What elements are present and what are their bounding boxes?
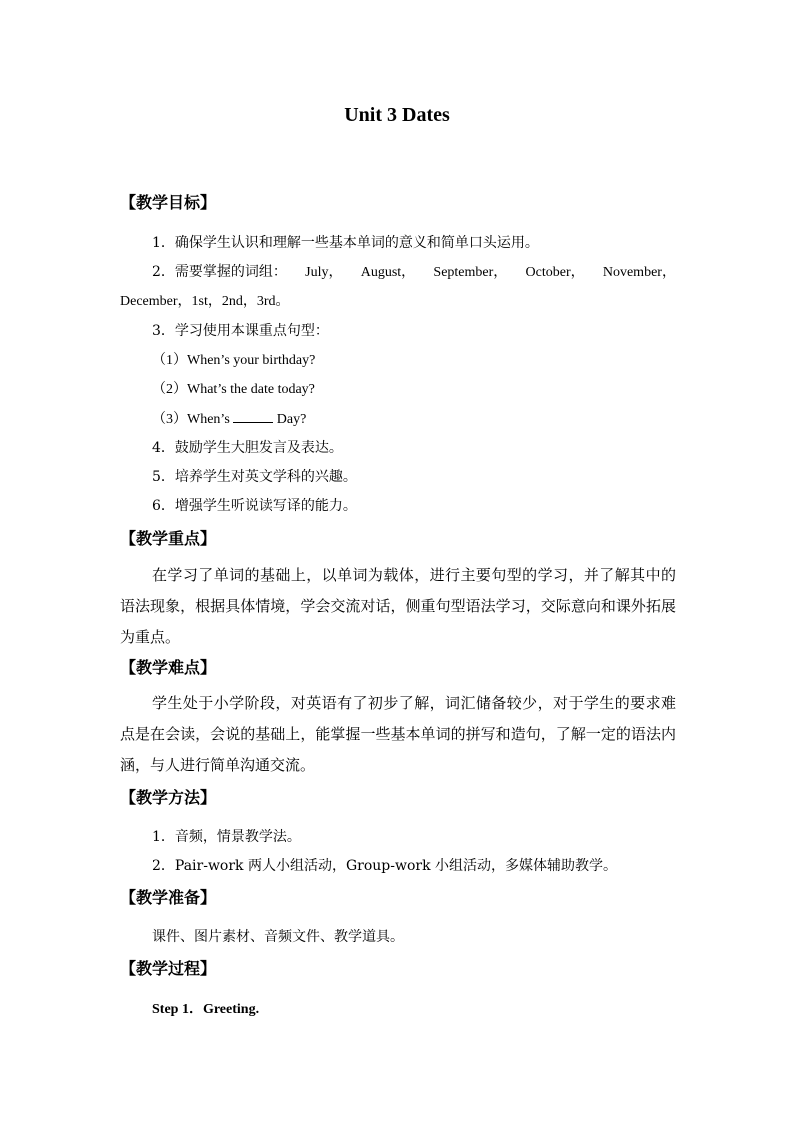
objective-item-2-cont: December，1st，2nd，3rd。 <box>120 294 290 309</box>
word-july: July， <box>305 265 343 280</box>
heading-methods: 【教学方法】 <box>120 788 217 807</box>
objective-item-5: 5．培养学生对英文学科的兴趣。 <box>152 469 357 485</box>
word-november: November， <box>602 265 676 280</box>
word-october: October， <box>525 265 585 280</box>
objective-item-3: 3．学习使用本课重点句型： <box>152 323 329 339</box>
heading-preparation: 【教学准备】 <box>120 888 217 907</box>
objective-item-4: 4．鼓励学生大胆发言及表达。 <box>152 440 343 456</box>
sentence-3-prefix: （3）When’s <box>152 412 230 427</box>
method-item-1: 1．音频，情景教学法。 <box>152 829 301 845</box>
objective-item-2 <box>152 261 676 281</box>
sentence-2: （2）What’s the date today? <box>152 382 315 397</box>
key-points-text: 在学习了单词的基础上，以单词为载体，进行主要句型的学习，并了解其中的语法现象，根据具体情境，学会交流对话，侧重句型语法学习，交际意向和课外拓展为重点。 <box>120 566 676 646</box>
process-step-1: Step 1．Greeting. <box>152 1002 260 1017</box>
preparation-text: 课件、图片素材、音频文件、教学道具。 <box>152 929 404 945</box>
sentence-1: （1）When’s your birthday? <box>152 353 316 368</box>
method-item-2: 2．Pair-work 两人小组活动，Group-work 小组活动，多媒体辅助教学。 <box>152 858 618 874</box>
heading-objectives: 【教学目标】 <box>120 193 217 212</box>
word-september: September， <box>433 265 508 280</box>
word-august: August， <box>360 265 416 280</box>
document-title: Unit 3 Dates <box>344 104 450 126</box>
difficulties-text: 学生处于小学阶段，对英语有了初步了解，词汇储备较少，对于学生的要求难点是在会读，会说的基础上，能掌握一些基本单词的拼写和造句，了解一定的语法内涵，与人进行简单沟通交流。 <box>120 694 676 774</box>
heading-difficulties: 【教学难点】 <box>120 658 217 677</box>
fill-in-blank <box>233 410 273 423</box>
sentence-3-suffix: Day? <box>276 412 307 427</box>
sentence-3 <box>152 408 306 428</box>
heading-key-points: 【教学重点】 <box>120 529 217 548</box>
objective-item-6: 6．增强学生听说读写译的能力。 <box>152 498 357 514</box>
heading-process: 【教学过程】 <box>120 959 217 978</box>
objective-item-2-prefix: 2．需要掌握的词组： <box>152 264 287 280</box>
objective-item-1: 1．确保学生认识和理解一些基本单词的意义和简单口头运用。 <box>152 235 539 251</box>
